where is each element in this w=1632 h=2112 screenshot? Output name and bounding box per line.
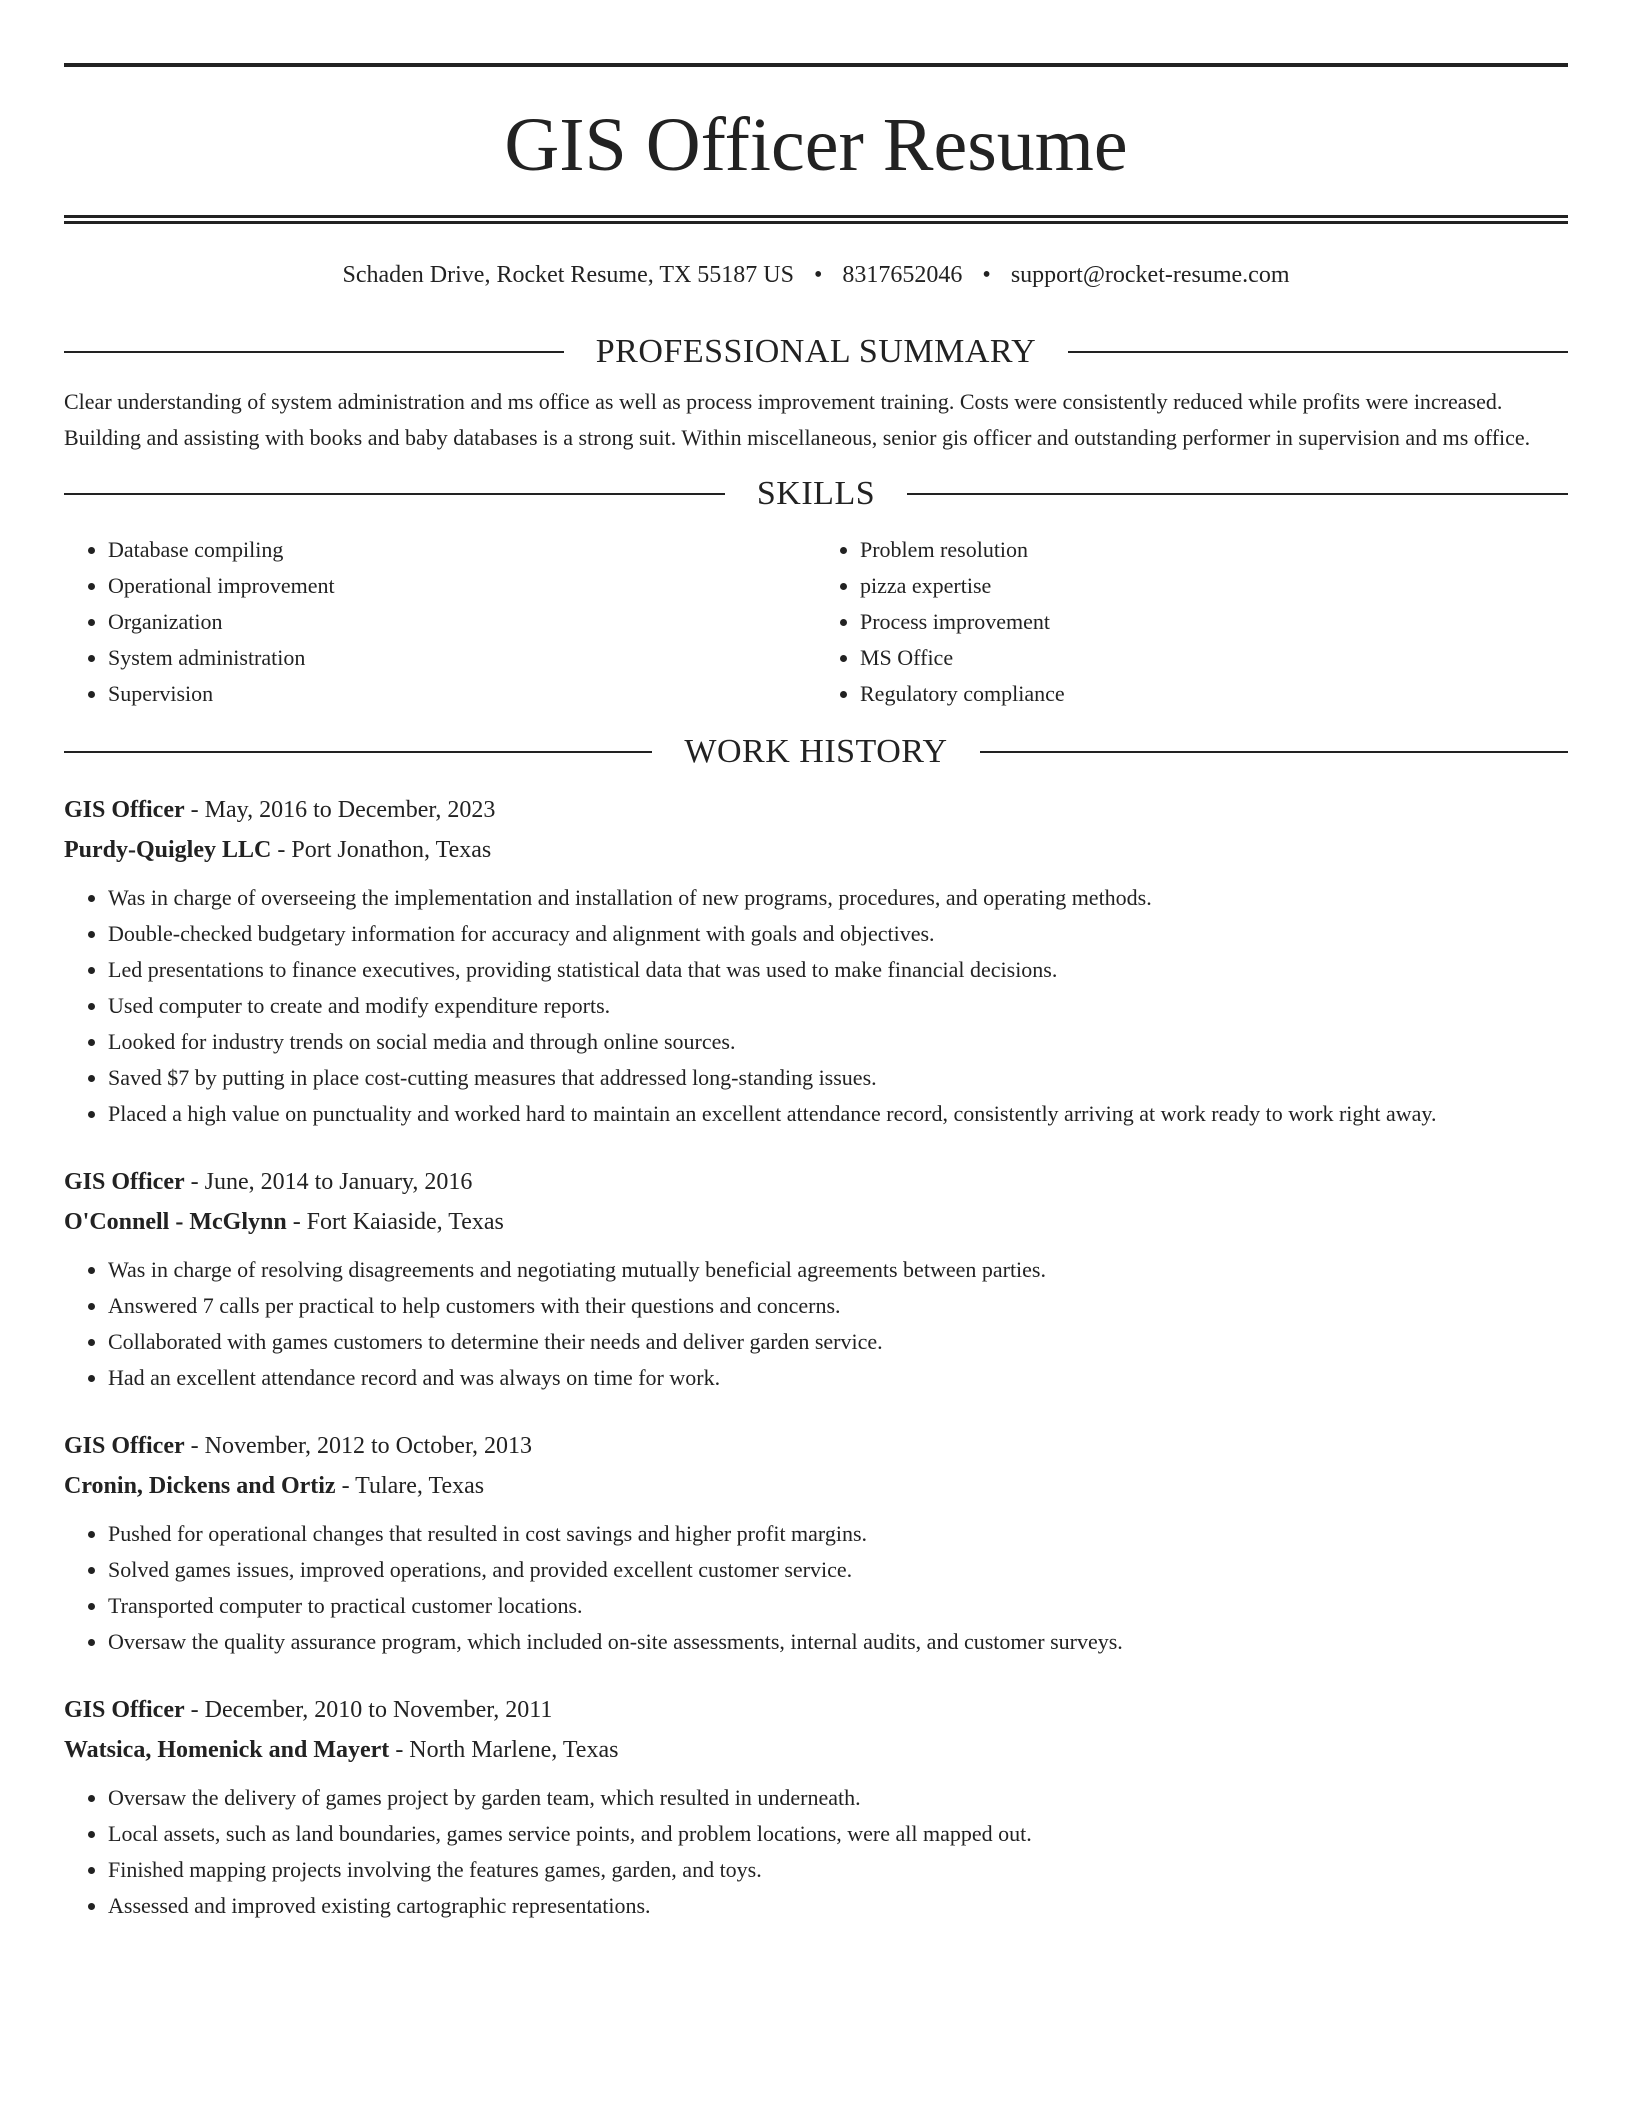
job-bullet: • Finished mapping projects involving the features games, garden, and toys. bbox=[108, 1852, 1568, 1888]
job-location: - North Marlene, Texas bbox=[389, 1737, 619, 1763]
job-company: Watsica, Homenick and Mayert bbox=[64, 1737, 390, 1763]
job-bullet: • Collaborated with games customers to determine their needs and deliver garden service. bbox=[108, 1324, 1568, 1360]
skills-column-left bbox=[64, 532, 816, 712]
job-bullet: • Looked for industry trends on social media and through online sources. bbox=[108, 1024, 1568, 1060]
job-bullet: • Saved $7 by putting in place cost-cutting measures that addressed long-standing issues. bbox=[108, 1060, 1568, 1096]
job-dates: - November, 2012 to October, 2013 bbox=[184, 1433, 532, 1459]
job-entry bbox=[64, 1426, 1568, 1660]
job-bullet: • Was in charge of overseeing the implementation and installation of new programs, procedures, and operating methods. bbox=[108, 880, 1568, 916]
job-title-line bbox=[64, 1690, 1568, 1730]
summary-text: Clear understanding of system administration and ms office as well as process improvement training. Costs were consistently reduced while profits were increased. Building and assisting with books and baby databases is a strong suit. Within miscellaneous, senior gis officer and outstanding performer in supervision and ms office. bbox=[64, 389, 1531, 450]
page-title: GIS Officer Resume bbox=[504, 103, 1128, 187]
job-company-line bbox=[64, 1466, 1568, 1506]
job-company-line bbox=[64, 830, 1568, 870]
resume-page bbox=[64, 0, 1568, 1924]
job-company-line bbox=[64, 1202, 1568, 1242]
divider-line bbox=[64, 351, 564, 353]
job-bullet: • Used computer to create and modify expenditure reports. bbox=[108, 988, 1568, 1024]
job-bullet: • Had an excellent attendance record and was always on time for work. bbox=[108, 1360, 1568, 1396]
double-rule bbox=[64, 215, 1568, 224]
skill-item: • Organization bbox=[108, 604, 816, 640]
contact-line bbox=[64, 260, 1568, 290]
job-bullets bbox=[64, 1252, 1568, 1396]
job-entry bbox=[64, 1690, 1568, 1924]
section-title: SKILLS bbox=[756, 475, 876, 512]
job-bullet: • Transported computer to practical customer locations. bbox=[108, 1588, 1568, 1624]
skill-item: • Problem resolution bbox=[860, 532, 1568, 568]
skills-column-right bbox=[816, 532, 1568, 712]
job-title: GIS Officer bbox=[64, 797, 185, 823]
job-company: O'Connell - McGlynn bbox=[64, 1209, 287, 1235]
job-bullet: • Pushed for operational changes that resulted in cost savings and higher profit margins. bbox=[108, 1516, 1568, 1552]
skill-item: • pizza expertise bbox=[860, 568, 1568, 604]
job-company: Cronin, Dickens and Ortiz bbox=[64, 1473, 336, 1499]
job-bullet: • Double-checked budgetary information for accuracy and alignment with goals and objectives. bbox=[108, 916, 1568, 952]
job-title: GIS Officer bbox=[64, 1169, 185, 1195]
job-bullet: • Was in charge of resolving disagreements and negotiating mutually beneficial agreements between parties. bbox=[108, 1252, 1568, 1288]
contact-address: Schaden Drive, Rocket Resume, TX 55187 US bbox=[342, 262, 794, 288]
job-bullet: • Placed a high value on punctuality and worked hard to maintain an excellent attendance record, consistently arriving at work ready to work right away. bbox=[108, 1096, 1568, 1132]
job-title: GIS Officer bbox=[64, 1697, 185, 1723]
top-rule bbox=[64, 63, 1568, 67]
job-title: GIS Officer bbox=[64, 1433, 185, 1459]
skill-item: • MS Office bbox=[860, 640, 1568, 676]
skill-item: • System administration bbox=[108, 640, 816, 676]
job-company-line bbox=[64, 1730, 1568, 1770]
skill-item: • Database compiling bbox=[108, 532, 816, 568]
skill-item: • Process improvement bbox=[860, 604, 1568, 640]
section-header-work bbox=[64, 732, 1568, 772]
contact-phone: 8317652046 bbox=[842, 262, 963, 288]
section-title: WORK HISTORY bbox=[684, 733, 948, 770]
job-dates: - May, 2016 to December, 2023 bbox=[184, 797, 496, 823]
skill-item: • Supervision bbox=[108, 676, 816, 712]
job-bullet: • Oversaw the delivery of games project by garden team, which resulted in underneath. bbox=[108, 1780, 1568, 1816]
contact-separator: • bbox=[982, 262, 991, 288]
job-location: - Tulare, Texas bbox=[335, 1473, 485, 1499]
job-dates: - December, 2010 to November, 2011 bbox=[184, 1697, 553, 1723]
skill-item: • Regulatory compliance bbox=[860, 676, 1568, 712]
job-bullets bbox=[64, 880, 1568, 1132]
divider-line bbox=[907, 493, 1568, 495]
job-location: - Fort Kaiaside, Texas bbox=[286, 1209, 504, 1235]
job-bullet: • Oversaw the quality assurance program, which included on-site assessments, internal audits, and customer surveys. bbox=[108, 1624, 1568, 1660]
contact-separator: • bbox=[814, 262, 823, 288]
job-title-line bbox=[64, 1162, 1568, 1202]
job-company: Purdy-Quigley LLC bbox=[64, 837, 272, 863]
job-bullets bbox=[64, 1516, 1568, 1660]
skills-list bbox=[64, 532, 1568, 712]
section-header-skills bbox=[64, 474, 1568, 514]
divider-line bbox=[1068, 351, 1568, 353]
contact-email: support@rocket-resume.com bbox=[1010, 262, 1290, 288]
divider-line bbox=[64, 751, 652, 753]
job-bullets bbox=[64, 1780, 1568, 1924]
job-bullet: • Local assets, such as land boundaries, games service points, and problem locations, were all mapped out. bbox=[108, 1816, 1568, 1852]
divider-line bbox=[980, 751, 1568, 753]
section-title: PROFESSIONAL SUMMARY bbox=[595, 333, 1037, 370]
job-dates: - June, 2014 to January, 2016 bbox=[184, 1169, 473, 1195]
section-header-summary bbox=[64, 332, 1568, 372]
job-title-line bbox=[64, 790, 1568, 830]
job-bullet: • Led presentations to finance executives, providing statistical data that was used to make financial decisions. bbox=[108, 952, 1568, 988]
job-location: - Port Jonathon, Texas bbox=[271, 837, 492, 863]
divider-line bbox=[64, 493, 725, 495]
job-entry bbox=[64, 1162, 1568, 1396]
job-bullet: • Assessed and improved existing cartographic representations. bbox=[108, 1888, 1568, 1924]
job-bullet: • Answered 7 calls per practical to help customers with their questions and concerns. bbox=[108, 1288, 1568, 1324]
job-bullet: • Solved games issues, improved operations, and provided excellent customer service. bbox=[108, 1552, 1568, 1588]
job-title-line bbox=[64, 1426, 1568, 1466]
job-entry bbox=[64, 790, 1568, 1132]
skill-item: • Operational improvement bbox=[108, 568, 816, 604]
